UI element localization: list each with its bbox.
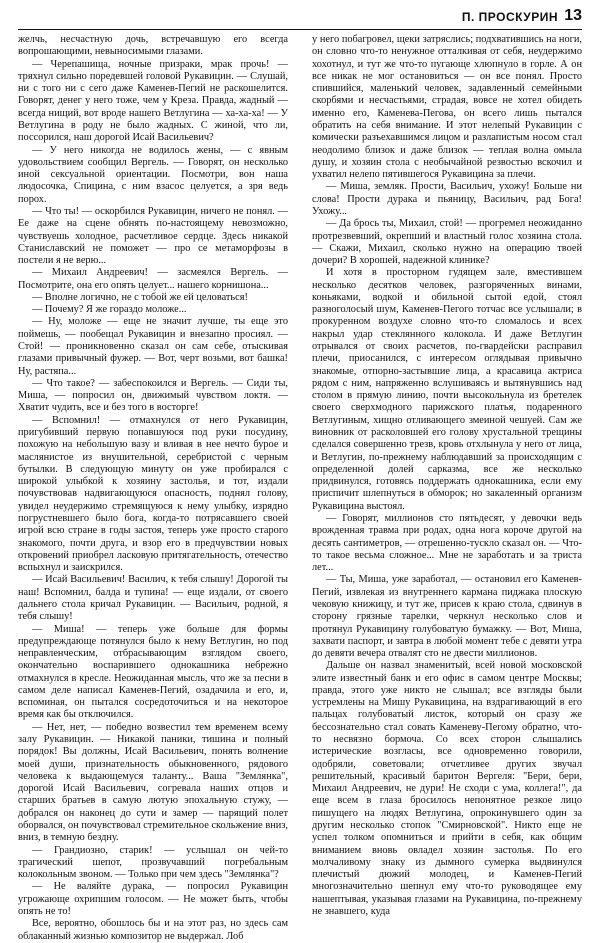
page-header [18, 8, 582, 30]
page-number: 13 [564, 7, 582, 24]
paragraph: — Не валяйте дурака, — попросил Рукавицин угрожающе охрипшим голосом. — Не может быть, чтобы опять не то! [18, 881, 288, 917]
paragraph: — У него никогда не водилось жены, — с явным удовольствием сообщил Вергель. — Говорят, он несколько иной сексуальной ориентации. Посмотри, вон наша людосочка, Спицина, с ним взасос целуется, а зря ведь порох. [18, 144, 288, 205]
paragraph: — Почему? Я же гораздо моложе... [32, 304, 187, 316]
paragraph: у него побагровел, щеки затряслись; подхватившись на ноги, он словно что-то ненужное отталкивая от себя, неудержимо хохотнул, и тут же что-то пугающе хлюпнуло в горле. А он все никак не мог остановиться — он все понял. Просто спившийся, маленький человек, задавленный семейными скорбями и несчастьями, страдая, вовсе не хотел обидеть именно его, Каменева-Пегова, он всего лишь пытался обратить на себя внимание. И этот нелепый Рукавицин с комически разъехавшимся лицом и разлапистым носом стал неодолимо близок и даже близок — теплая волна омыла душу, и хозяин стола с необычайной резвостью вскочил и ухватил нелепо пятившегося Рукавицина за плечи. [312, 34, 582, 181]
left-column [18, 34, 288, 942]
paragraph: — Исай Васильевич! Василич, к тебя слышу! Дорогой ты наш! Вспомнил, балда и тупина! — еще издали, от своего дальнего стола кричал Рукавицин. — Васильич, родной, я тебя слышу! [18, 574, 288, 623]
paragraph: — Ну, моложе — еще не значит лучше, ты еще это поймешь, — пообещал Рукавицин и внезапно просиял. — Стой! — проникновенно сказал он сам себе, отыскивая глазами привычный фужер. — Вот, черт возьми, вот башка! Ну, растяпа... [18, 316, 288, 377]
right-column [312, 34, 582, 917]
paragraph: — Михаил Андреевич! — засмеялся Вергель. — Посмотрите, она его опять целует... нашего корнишона... [18, 267, 288, 291]
paragraph: — Миша! — теперь уже больше для формы предупреждающе потянулся было к нему Ветлугин, но под неправленческим, отбрасывающим взглядом своего, окончательно воспарившего однокашника небрежно отмахнулся в кресле. Неожиданная мысль, что же за песни в самом деле написал Каменев-Пегий, озадачила и его, и, вспоминая, он пытался сосредоточиться и на некоторое время как бы отключился. [18, 623, 288, 721]
running-head: П. ПРОСКУРИН [461, 10, 558, 24]
paragraph: — Грандиозно, старик! — услышал он чей-то трагический шепот, прозвучавший погребальным колокольным звоном. — Только при чем здесь "Землянка"? [18, 844, 288, 881]
paragraph: — Вспомнил! — отмахнулся от него Рукавицин, пригубивший первую попавшуюся под руки посудину, похожую на небольшую вазу и вливая в нее нечто бурое и маслянистое из внушительной, серебристой с черным бутылки. В следующую минуту он уже пробирался с широкой улыбкой к хозяину застолья, и тот, издали почувствовав надвигающуюся опасность, поднял голову, увидел неудержимо стремящуюся к нему улыбку, изрядно погрустневшего было бога, когда-то потрясавшего своей игрой всю стране в годы застоя, теперь уже просто старого знакомого, почти друга, и взор его в предчувствии новых откровений приобрел ласковую притягательность, отечество вспыхнул и заискрился. [18, 414, 288, 574]
paragraph: И хотя в просторном гудящем зале, вместившем несколько десятков человек, разгоряченных винами, коньяками, водкой и обильной сытой едой, стоял разноголосый шум, Каменев-Пегого тотчас все услышали; в прокуренном воздухе словно что-то сломалось и всех накрыл удар стеклянного колокола. И даже Ветлугин отрывался от своих расчетов, по-гвардейски расправил плечи, приосанился, с интересом оглядывая привычно знакомые, отпорно-застывшие лица, а красавица актриса рядом с ним, напряженно вслушиваясь и вытянувшись над столом в прямую линию, почти высокольнула из бретелек своего сверхмодного парижского платья, подаренного Ветлугиным, хищно отливающего змеиной чешуей. Сам же виновник от расколовшей его голову хрустальной трещины сделался совершенно трезв, кровь отхлынула у него от лица, и Ветлугин, по-прежнему наблюдавший за происходящим с определенной долей сарказма, все же несколько придвинулся, готовясь поддержать однокашника, если ему приспичит шлепнуться в обморок; но закаленный организм Рукавицина выстоял. [312, 267, 582, 512]
paragraph: — Говорят, миллионов сто пятьдесят, у девочки ведь врожденная травма при родах, одна нога короче другой на десять сантиметров, — отрешенно-тускло сказал он. — Что-то такое весьма сложное... Мне не заработать и за триста лет... [312, 512, 582, 574]
paragraph: — Миша, земляк. Прости, Васильич, ухожу! Больше ни слова! Прости дурака и пьяницу, Васильич, рад Бога! Ухожу... [312, 181, 582, 217]
paragraph: Все, вероятно, обошлось бы и на этот раз, но здесь сам облаканный жизнью композитор не выдержал. Лоб [18, 918, 288, 942]
paragraph: — Что ты! — оскорбился Рукавицин, ничего не понял. — Ее даже на сцене обнять по-настоящему невозможно, чувствуешь холодное, расчетливое сердце. Здесь никакой Станиславский не поможет — про се метаморфозы в постели я не верю... [18, 205, 288, 267]
paragraph: желчь, несчастную дочь, встречавшую его всегда вопрошающими, невыносимыми глазами. [18, 34, 288, 58]
paragraph: — Что такое? — забеспокоился и Вергель. — Сиди ты, Миша, — попросил он, движимый чувством локтя. — Хватит чудить, все и без того в восторге! [18, 377, 288, 414]
text-columns [18, 34, 582, 942]
paragraph: — Нет, нет, — победно возвестил тем временем всему залу Рукавицин. — Никакой паники, тишина и полный порядок! Вы должны, Исай Васильевич, понять волнение моей души, признательность обыкновенного, рядового человека к выдающемуся таланту... Ваша "Землянка", дорогой Исай Васильевич, согревала наших отцов и старших братьев в самую лютую эпохальную стужу, — добрался он наконец до сути и замер — парящий полет оборвался, он почувствовал стремительное скольжение вниз, вниз, в темную бездну. [18, 721, 288, 844]
paragraph: Дальше он назвал знаменитый, всей новой московской элите известный банк и его офис в самом центре Москвы; правда, этого уже никто не слышал; все взгляды были устремлены на Мишу Рукавицина, на вздрагивающий в его пальцах голубоватый листок, который он сразу же бессознательно стал совать Каменеву-Пегому обратно, что-то несвязно бормоча. Со всех сторон слышались истерические возгласы, все одновременно говорили, одобряли, советовали; отчетливее других звучал решительный, красивый баритон Вергеля: "Бери, бери, Михаил Андреевич, не дури! Не сходи с ума, коллега!", да еще всем в глаза бросилось непонятное резкое лицо пишущего на людях Ветлугина, опрокинувшего один за другим несколько стопок "Смирновской". Никто еще не успел толком опомниться и прийти в себя, как общим вниманием вновь овладел хозяин застолья. По его молчаливому знаку из дымного сумерка выдвинулся плечистый дюжий молодец, и Каменев-Пегий многозначительно шепнул ему что-то руководящее ему нашептывая, указывая глазами на Рукавицина, по-прежнему не знавшего, куда [312, 660, 582, 917]
paragraph: — Вполне логично, не с тобой же ей целоваться! [32, 291, 248, 303]
paragraph: — Да брось ты, Михаил, стой! — прогремел неожиданно протрезвевший, окрепший и властный голос хозяина стола. — Скажи, Михаил, сколько нужно на операцию твоей дочери? В хорошей, надежной клинике? [312, 218, 582, 267]
paragraph: — Ты, Миша, уже заработал, — остановил его Каменев-Пегий, извлекая из внутреннего кармана пиджака плоскую чековую книжицу, и тут же, присев к краю стола, сдвинув в сторону грязные тарелки, черкнул несколько слов и протянул Рукавицину голубоватую бумажку. — Вот, Миша, захвати паспорт, и завтра в любой момент тебе с девяти утра до девяти вечера отвалят сто не двести миллионов. [312, 574, 582, 660]
paragraph: — Черепашища, ночные призраки, мрак прочь! — тряхнул сильно поредевшей головой Рукавицин. — Слушай, ни с того ни с сего даже Каменев-Пегий не раскошелится. Говорят, денег у него тоже, чем у Креза. Правда, жадный — всегда нищий, вот вроде нашего Ветлугина — ха-ха-ха! — У Ветлугина в роду не было жадных. С жиной, что ли, поссорился, наш дорогой Исай Васильевич? [18, 58, 288, 144]
